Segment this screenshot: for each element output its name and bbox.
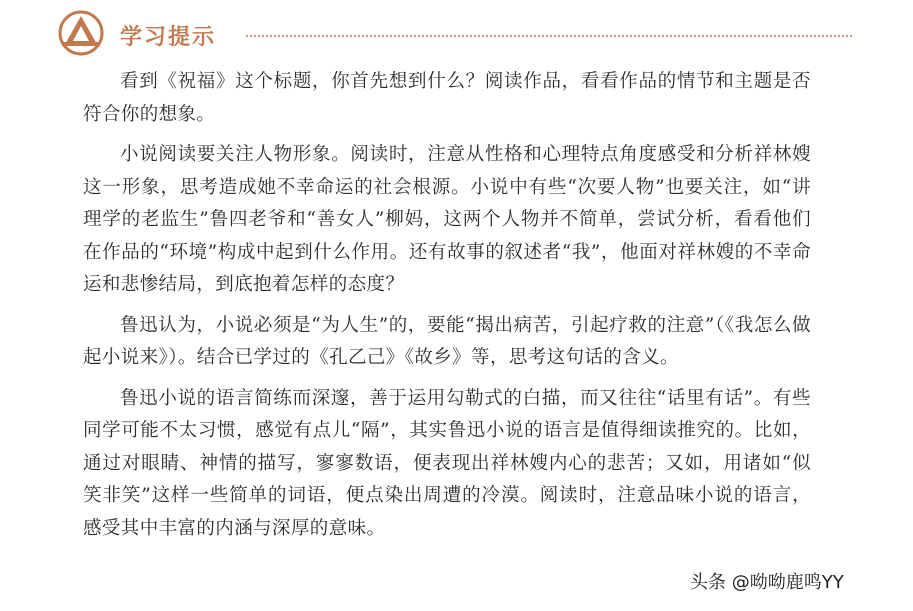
body-text: [83, 66, 811, 545]
paragraph: 鲁迅小说的语言简练而深邃，善于运用勾勒式的白描，而又往往“话里有话”。有些同学可能不太习惯，感觉有点儿“隔”，其实鲁迅小说的语言是值得细读推究的。比如，通过对眼睛、神情的描写，寥寥数语，便表现出祥林嫂内心的悲苦；又如，用诸如“似笑非笑”这样一些简单的词语，便点染出周遭的冷漠。阅读时，注意品味小说的语言，感受其中丰富的内涵与深厚的意味。: [83, 387, 811, 539]
section-title: 学习提示: [120, 25, 217, 50]
paragraph: 看到《祝福》这个标题，你首先想到什么？阅读作品，看看作品的情节和主题是否符合你的想象。: [83, 71, 811, 125]
section-header: [58, 10, 858, 56]
watermark: 头条 @呦呦鹿鸣YY: [690, 572, 844, 593]
paragraph: 小说阅读要关注人物形象。阅读时，注意从性格和心理特点角度感受和分析祥林嫂这一形象，思考造成她不幸命运的社会根源。小说中有些“次要人物”也要关注，如“讲理学的老监生”鲁四老爷和“善女人”柳妈，这两个人物并不简单，尝试分析，看看他们在作品的“环境”构成中起到什么作用。还有故事的叙述者“我”，他面对祥林嫂的不幸命运和悲惨结局，到底抱着怎样的态度？: [83, 144, 811, 295]
paragraph: 鲁迅认为，小说必须是“为人生”的，要能“揭出病苦，引起疗救的注意”（《我怎么做起小说来》）。结合已学过的《孔乙己》《故乡》等，思考这句话的含义。: [83, 314, 811, 368]
section-logo-icon: [58, 10, 104, 56]
dotted-divider: [246, 35, 852, 37]
